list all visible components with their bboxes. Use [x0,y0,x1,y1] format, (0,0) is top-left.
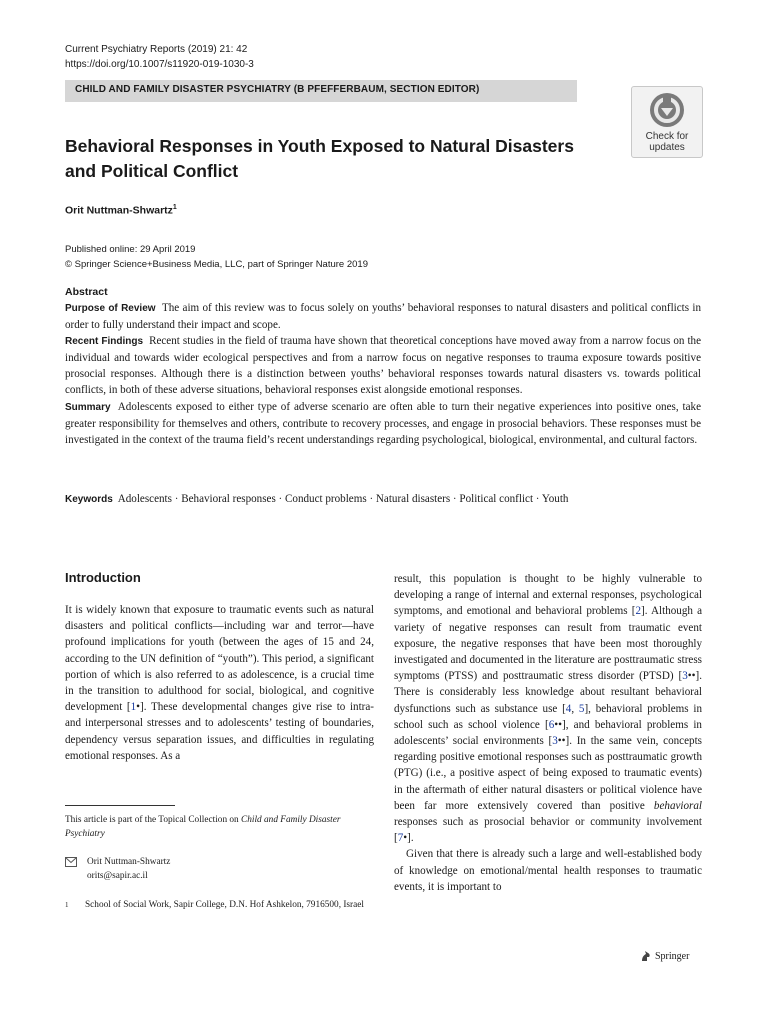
findings-label: Recent Findings [65,336,144,348]
keywords [65,493,705,505]
author-name[interactable]: Orit Nuttman-Shwartz [65,204,173,217]
contact-email[interactable]: orits@sapir.ac.il [87,871,148,881]
intro-column-right [394,571,702,895]
abstract-purpose [65,300,701,333]
summary-label: Summary [65,401,111,413]
intro-paragraph-1: It is widely known that exposure to traumatic events such as natural disasters and political conflicts—including war and terror—have profound implications for youth (between the ages of 15 and 24, according to the UN definition of “youth”). This period, a significant portion of which is also referred to as adolescence, is a crucial time in the transition to adulthood for social, biological, and cognitive development [1•]. These developmental changes give rise to intra- and interpersonal stresses and to adolescents’ testing of boundaries, dependency versus separation issues, and difficulties in regulating emotional responses. As a [65,604,374,762]
citation-link[interactable]: 3 [552,735,558,748]
author-line [65,204,177,217]
intro-paragraph-2: Given that there is already such a large and well-established body of knowledge on emotional/mental health responses to traumatic events, it is important to [394,848,702,893]
citation-link[interactable]: 3 [682,670,688,683]
citation-link[interactable]: 7 [397,832,404,845]
keywords-label: Keywords [65,494,113,505]
affiliation-number: 1 [65,901,69,909]
affiliation-text: School of Social Work, Sapir College, D.N. Hof Ashkelon, 7916500, Israel [85,900,364,910]
check-updates-icon [648,91,686,129]
springer-horse-icon [640,950,652,962]
topical-collection-note: This article is part of the Topical Collection on Child and Family Disaster Psychiatry [65,815,341,839]
published-date: Published online: 29 April 2019 [65,244,196,255]
copyright-line: © Springer Science+Business Media, LLC, part of Springer Nature 2019 [65,259,368,270]
intro-paragraph-continued: result, this population is thought to be highly vulnerable to developing a range of internal and external responses, psychological symptoms, and emotional and behavioral problems [2]. Although a variety of negative responses can result from traumatic event exposure, the negative responses that have been most thoroughly investigated and documented in the literature are posttraumatic stress symptoms (PTSS) and posttraumatic stress disorder (PTSD) [3••]. There is considerably less knowledge about resultant behavioral dysfunctions such as substance use [4, 5], behavioral problems in school such as school violence [6••], and behavioral problems in adolescents’ social environments [3••]. In the same vein, concepts regarding positive emotional responses such as posttraumatic growth (PTG) (i.e., a positive aspect of being exposed to traumatic events) in the aftermath of either natural disasters or political violence have been far more extensively covered than positive behavioral responses such as prosocial behavior or community involvement [7•]. [394,573,702,845]
findings-text: Recent studies in the field of trauma have shown that theoretical conceptions have moved away from a narrow focus on the individual and towards wider ecological perspectives and from a narrow focus on negative responses to trauma exposure towards positive prosocial responses. Although there is a distinction between youths’ behavioral responses towards natural disasters vs. towards political conflicts, in both of these adverse situations, behavioral responses exist alongside emotional responses. [65,335,701,397]
abstract-body [65,300,701,448]
section-band [65,80,577,102]
publisher-logo [640,950,689,962]
citation-link[interactable]: 4 [565,702,572,715]
correspondence [65,855,375,883]
journal-citation: Current Psychiatry Reports (2019) 21: 42 [65,44,248,55]
abstract-findings [65,333,701,398]
abstract-summary [65,399,701,448]
journal-info [65,42,254,72]
article-title: Behavioral Responses in Youth Exposed to Natural Disasters and Political Conflict [65,136,574,181]
section-band-label: CHILD AND FAMILY DISASTER PSYCHIATRY (B PFEFFERBAUM, SECTION EDITOR) [75,84,480,95]
doi-link[interactable]: https://doi.org/10.1007/s11920-019-1030-3 [65,59,254,70]
citation-link[interactable]: 1 [130,701,137,714]
publication-info [65,242,368,272]
publisher-name: Springer [655,950,690,962]
keywords-text: Adolescents · Behavioral responses · Conduct problems · Natural disasters · Political conflict · Youth [117,493,569,505]
envelope-icon [65,857,77,867]
purpose-label: Purpose of Review [65,303,156,314]
citation-link[interactable]: 2 [635,605,642,618]
check-updates-line2: updates [649,142,685,153]
introduction-heading: Introduction [65,570,141,585]
purpose-text: The aim of this review was to focus solely on youths’ behavioral responses to natural disasters and political conflicts in order to fully understand their impact and scope. [65,302,701,332]
abstract-heading: Abstract [65,286,108,298]
intro-column-left [65,602,374,764]
check-for-updates-badge[interactable] [631,86,703,158]
contact-name: Orit Nuttman-Shwartz [87,857,171,867]
citation-link[interactable]: 6 [548,718,555,731]
affiliation [65,898,375,912]
citation-link[interactable]: 5 [578,702,585,715]
summary-text: Adolescents exposed to either type of adverse scenario are often able to turn their negative experiences into positive ones, take greater responsibility for themselves and others, contribute to recovery processes, and engage in prosocial behaviors. These responses must be investigated in the context of the trauma field’s recent understandings regarding psychological, biological, environmental, and cultural factors. [65,400,701,446]
footnote-divider [65,805,175,806]
author-affiliation-marker: 1 [172,204,177,211]
check-updates-line1: Check for [645,131,689,142]
